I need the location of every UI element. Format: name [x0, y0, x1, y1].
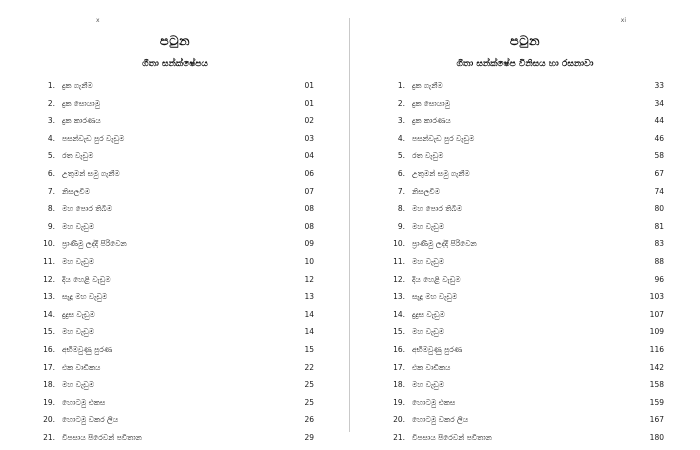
entry-number: 16.: [43, 344, 55, 354]
entry-number: 10.: [43, 239, 55, 249]
entry-number: 16.: [393, 344, 405, 354]
entry-label: මහ වැඩුම: [412, 327, 445, 337]
entry-label: මහ පොර තිබීම: [62, 204, 113, 214]
toc-entry[interactable]: [40, 204, 314, 214]
toc-entry[interactable]: [40, 222, 314, 232]
toc-entry[interactable]: [40, 116, 314, 126]
entry-number: 20.: [393, 415, 405, 425]
entry-page: 02: [304, 116, 314, 126]
entry-label: නිසලවීම: [62, 186, 90, 196]
entry-number: 8.: [47, 204, 55, 214]
entry-page: 81: [654, 221, 664, 231]
entry-label: සැදූ මහ වැඩුම: [62, 292, 108, 302]
entry-label: මහ වැඩුම: [412, 380, 445, 390]
toc-entry[interactable]: [40, 310, 314, 320]
toc-entry[interactable]: [390, 134, 664, 144]
entry-page: 15: [304, 344, 314, 354]
entry-label: මහ වැඩුම: [412, 221, 445, 231]
entry-page: 180: [649, 432, 664, 442]
entry-label: පසන්වැඩ පුර වැඩුම: [412, 133, 475, 143]
entry-label: මහ වැඩුම: [62, 256, 95, 266]
toc-entry[interactable]: [390, 239, 664, 249]
entry-number: 11.: [393, 256, 405, 266]
entry-label: එක වාඩිකය: [412, 362, 451, 372]
entry-page: 13: [304, 292, 314, 302]
toc-entry[interactable]: [40, 151, 314, 161]
entry-number: 1.: [47, 81, 55, 90]
entry-page: 10: [304, 256, 314, 266]
entry-number: 19.: [393, 397, 405, 407]
entry-number: 9.: [397, 221, 405, 231]
toc-entry[interactable]: [390, 222, 664, 232]
entry-page: 03: [304, 133, 314, 143]
entry-label: දුක සොයාමු: [412, 98, 451, 108]
entry-label: උතුමන් සමු ගැනීම: [412, 168, 470, 178]
entry-number: 15.: [43, 327, 55, 337]
toc-entry[interactable]: [40, 363, 314, 373]
entry-label: නිසලවීම: [412, 186, 440, 196]
toc-entry[interactable]: [390, 433, 664, 443]
entry-label: දුදුස වැඩුම: [62, 309, 95, 319]
toc-entry[interactable]: [390, 204, 664, 214]
toc-entry[interactable]: [40, 257, 314, 267]
entry-label: මහ වැඩුම: [412, 256, 445, 266]
entry-page: 25: [304, 380, 314, 390]
entry-label: මහ පොර තිබීම: [412, 204, 463, 214]
entry-number: 21.: [393, 432, 405, 442]
entry-page: 04: [304, 151, 314, 161]
entry-page: 06: [304, 168, 314, 178]
entry-label: අභිමවුණු පුරණ: [412, 344, 463, 354]
entry-page: 46: [654, 133, 664, 143]
entry-page: 142: [649, 362, 664, 372]
toc-entry[interactable]: [390, 116, 664, 126]
toc-entry[interactable]: [390, 151, 664, 161]
toc-entry[interactable]: [390, 99, 664, 109]
toc-entry[interactable]: [40, 292, 314, 302]
toc-entry[interactable]: [40, 134, 314, 144]
entry-label: මහ වැඩුම: [62, 327, 95, 337]
entry-page: 109: [649, 327, 664, 337]
left-toc-list: [26, 81, 324, 443]
entry-number: 15.: [393, 327, 405, 337]
entry-label: හොටමු එකස: [412, 397, 456, 407]
entry-page: 107: [649, 309, 664, 319]
entry-number: 4.: [397, 133, 405, 143]
right-page-title: පටුන: [509, 34, 541, 49]
entry-number: 14.: [393, 309, 405, 319]
entry-label: රත වැඩුම: [62, 151, 94, 161]
entry-page: 12: [304, 274, 314, 284]
entry-page: 67: [654, 168, 664, 178]
entry-number: 18.: [393, 380, 405, 390]
entry-label: දුක ගැනීම: [412, 81, 443, 90]
entry-label: දුක සොයාමු: [62, 98, 101, 108]
entry-page: 167: [649, 415, 664, 425]
entry-label: දුක ගැනීම: [62, 81, 93, 90]
toc-entry[interactable]: [40, 81, 314, 91]
right-page-folio: xi: [620, 17, 626, 24]
entry-page: 58: [654, 151, 664, 161]
entry-number: 18.: [43, 380, 55, 390]
entry-label: මහ වැඩුම: [62, 380, 95, 390]
entry-label: දුක කාරණය: [62, 116, 101, 126]
entry-label: දිය හෙළි වැඩුම: [412, 274, 461, 284]
entry-label: හොටමු එකස: [62, 397, 106, 407]
entry-page: 08: [304, 221, 314, 231]
toc-entry[interactable]: [390, 380, 664, 390]
toc-entry[interactable]: [390, 169, 664, 179]
entry-page: 14: [304, 309, 314, 319]
toc-entry[interactable]: [390, 257, 664, 267]
entry-number: 13.: [43, 292, 55, 302]
entry-page: 44: [654, 116, 664, 126]
entry-page: 01: [304, 81, 314, 90]
entry-page: 08: [304, 204, 314, 214]
toc-entry[interactable]: [390, 327, 664, 337]
entry-page: 96: [654, 274, 664, 284]
entry-number: 5.: [397, 151, 405, 161]
entry-page: 01: [304, 98, 314, 108]
left-page-folio: x: [96, 17, 100, 24]
right-page: [350, 0, 700, 450]
right-toc-list: [376, 81, 674, 443]
entry-number: 17.: [393, 362, 405, 372]
entry-page: 22: [304, 362, 314, 372]
entry-number: 5.: [47, 151, 55, 161]
entry-label: හොටමු වකර ලිය: [412, 415, 469, 425]
entry-number: 1.: [397, 81, 405, 90]
entry-number: 13.: [393, 292, 405, 302]
entry-number: 14.: [43, 309, 55, 319]
entry-number: 12.: [43, 274, 55, 284]
entry-page: 83: [654, 239, 664, 249]
toc-entry[interactable]: [390, 275, 664, 285]
toc-entry[interactable]: [40, 187, 314, 197]
toc-entry[interactable]: [390, 398, 664, 408]
entry-label: ප්‍රාණීමු ලද්දි පිරිවෙන: [62, 239, 127, 249]
entry-number: 10.: [393, 239, 405, 249]
entry-page: 09: [304, 239, 314, 249]
toc-entry[interactable]: [40, 239, 314, 249]
entry-label: රත වැඩුම: [412, 151, 444, 161]
toc-entry[interactable]: [390, 415, 664, 425]
entry-number: 6.: [47, 168, 55, 178]
entry-number: 9.: [47, 221, 55, 231]
entry-label: දිය හෙළි වැඩුම: [62, 274, 111, 284]
entry-page: 25: [304, 397, 314, 407]
toc-entry[interactable]: [390, 363, 664, 373]
entry-page: 74: [654, 186, 664, 196]
toc-entry[interactable]: [40, 327, 314, 337]
toc-entry[interactable]: [390, 345, 664, 355]
entry-page: 33: [654, 81, 664, 90]
entry-page: 80: [654, 204, 664, 214]
toc-entry[interactable]: [40, 398, 314, 408]
entry-page: 88: [654, 256, 664, 266]
toc-entry[interactable]: [40, 433, 314, 443]
entry-label: ප්‍රාණීමු ලද්දි පිරිවෙන: [412, 239, 477, 249]
toc-entry[interactable]: [40, 380, 314, 390]
entry-label: දුක කාරණය: [412, 116, 451, 126]
entry-page: 14: [304, 327, 314, 337]
left-section-title: ගීතා සන්ක්ෂේපය: [142, 59, 208, 69]
entry-label: උතුමන් සමු ගැනීම: [62, 168, 120, 178]
entry-number: 21.: [43, 432, 55, 442]
entry-number: 3.: [47, 116, 55, 126]
entry-label: විපසාය පිරෙවන් පවිතාන: [412, 432, 492, 442]
entry-page: 29: [304, 432, 314, 442]
entry-number: 2.: [47, 98, 55, 108]
entry-label: සැදූ මහ වැඩුම: [412, 292, 458, 302]
entry-page: 34: [654, 98, 664, 108]
entry-label: එක වාඩිකය: [62, 362, 101, 372]
toc-entry[interactable]: [390, 292, 664, 302]
entry-number: 3.: [397, 116, 405, 126]
entry-label: විපසාය පිරෙවන් පවිතාන: [62, 432, 142, 442]
entry-number: 8.: [397, 204, 405, 214]
entry-number: 6.: [397, 168, 405, 178]
entry-label: මහ වැඩුම: [62, 221, 95, 231]
toc-entry[interactable]: [40, 169, 314, 179]
entry-page: 116: [649, 344, 664, 354]
toc-entry[interactable]: [40, 99, 314, 109]
entry-page: 26: [304, 415, 314, 425]
toc-entry[interactable]: [390, 187, 664, 197]
entry-label: පසන්වැඩ පුර වැඩුම: [62, 133, 125, 143]
entry-page: 07: [304, 186, 314, 196]
entry-number: 7.: [47, 186, 55, 196]
entry-page: 103: [649, 292, 664, 302]
entry-number: 17.: [43, 362, 55, 372]
entry-label: හොටමු වකර ලිය: [62, 415, 119, 425]
right-section-title: ගීතා සන්ක්ෂේප විනිසය හා රසනාවා: [456, 59, 594, 69]
toc-entry[interactable]: [40, 415, 314, 425]
entry-number: 11.: [43, 256, 55, 266]
toc-entry[interactable]: [40, 275, 314, 285]
entry-number: 20.: [43, 415, 55, 425]
entry-page: 158: [649, 380, 664, 390]
toc-entry[interactable]: [390, 81, 664, 91]
left-page-title: පටුන: [159, 34, 191, 49]
entry-number: 7.: [397, 186, 405, 196]
toc-entry[interactable]: [40, 345, 314, 355]
entry-number: 4.: [47, 133, 55, 143]
entry-number: 12.: [393, 274, 405, 284]
entry-number: 19.: [43, 397, 55, 407]
entry-label: අභිමවුණු පුරණ: [62, 344, 113, 354]
entry-label: දුදුස වැඩුම: [412, 309, 445, 319]
entry-page: 159: [649, 397, 664, 407]
toc-entry[interactable]: [390, 310, 664, 320]
entry-number: 2.: [397, 98, 405, 108]
